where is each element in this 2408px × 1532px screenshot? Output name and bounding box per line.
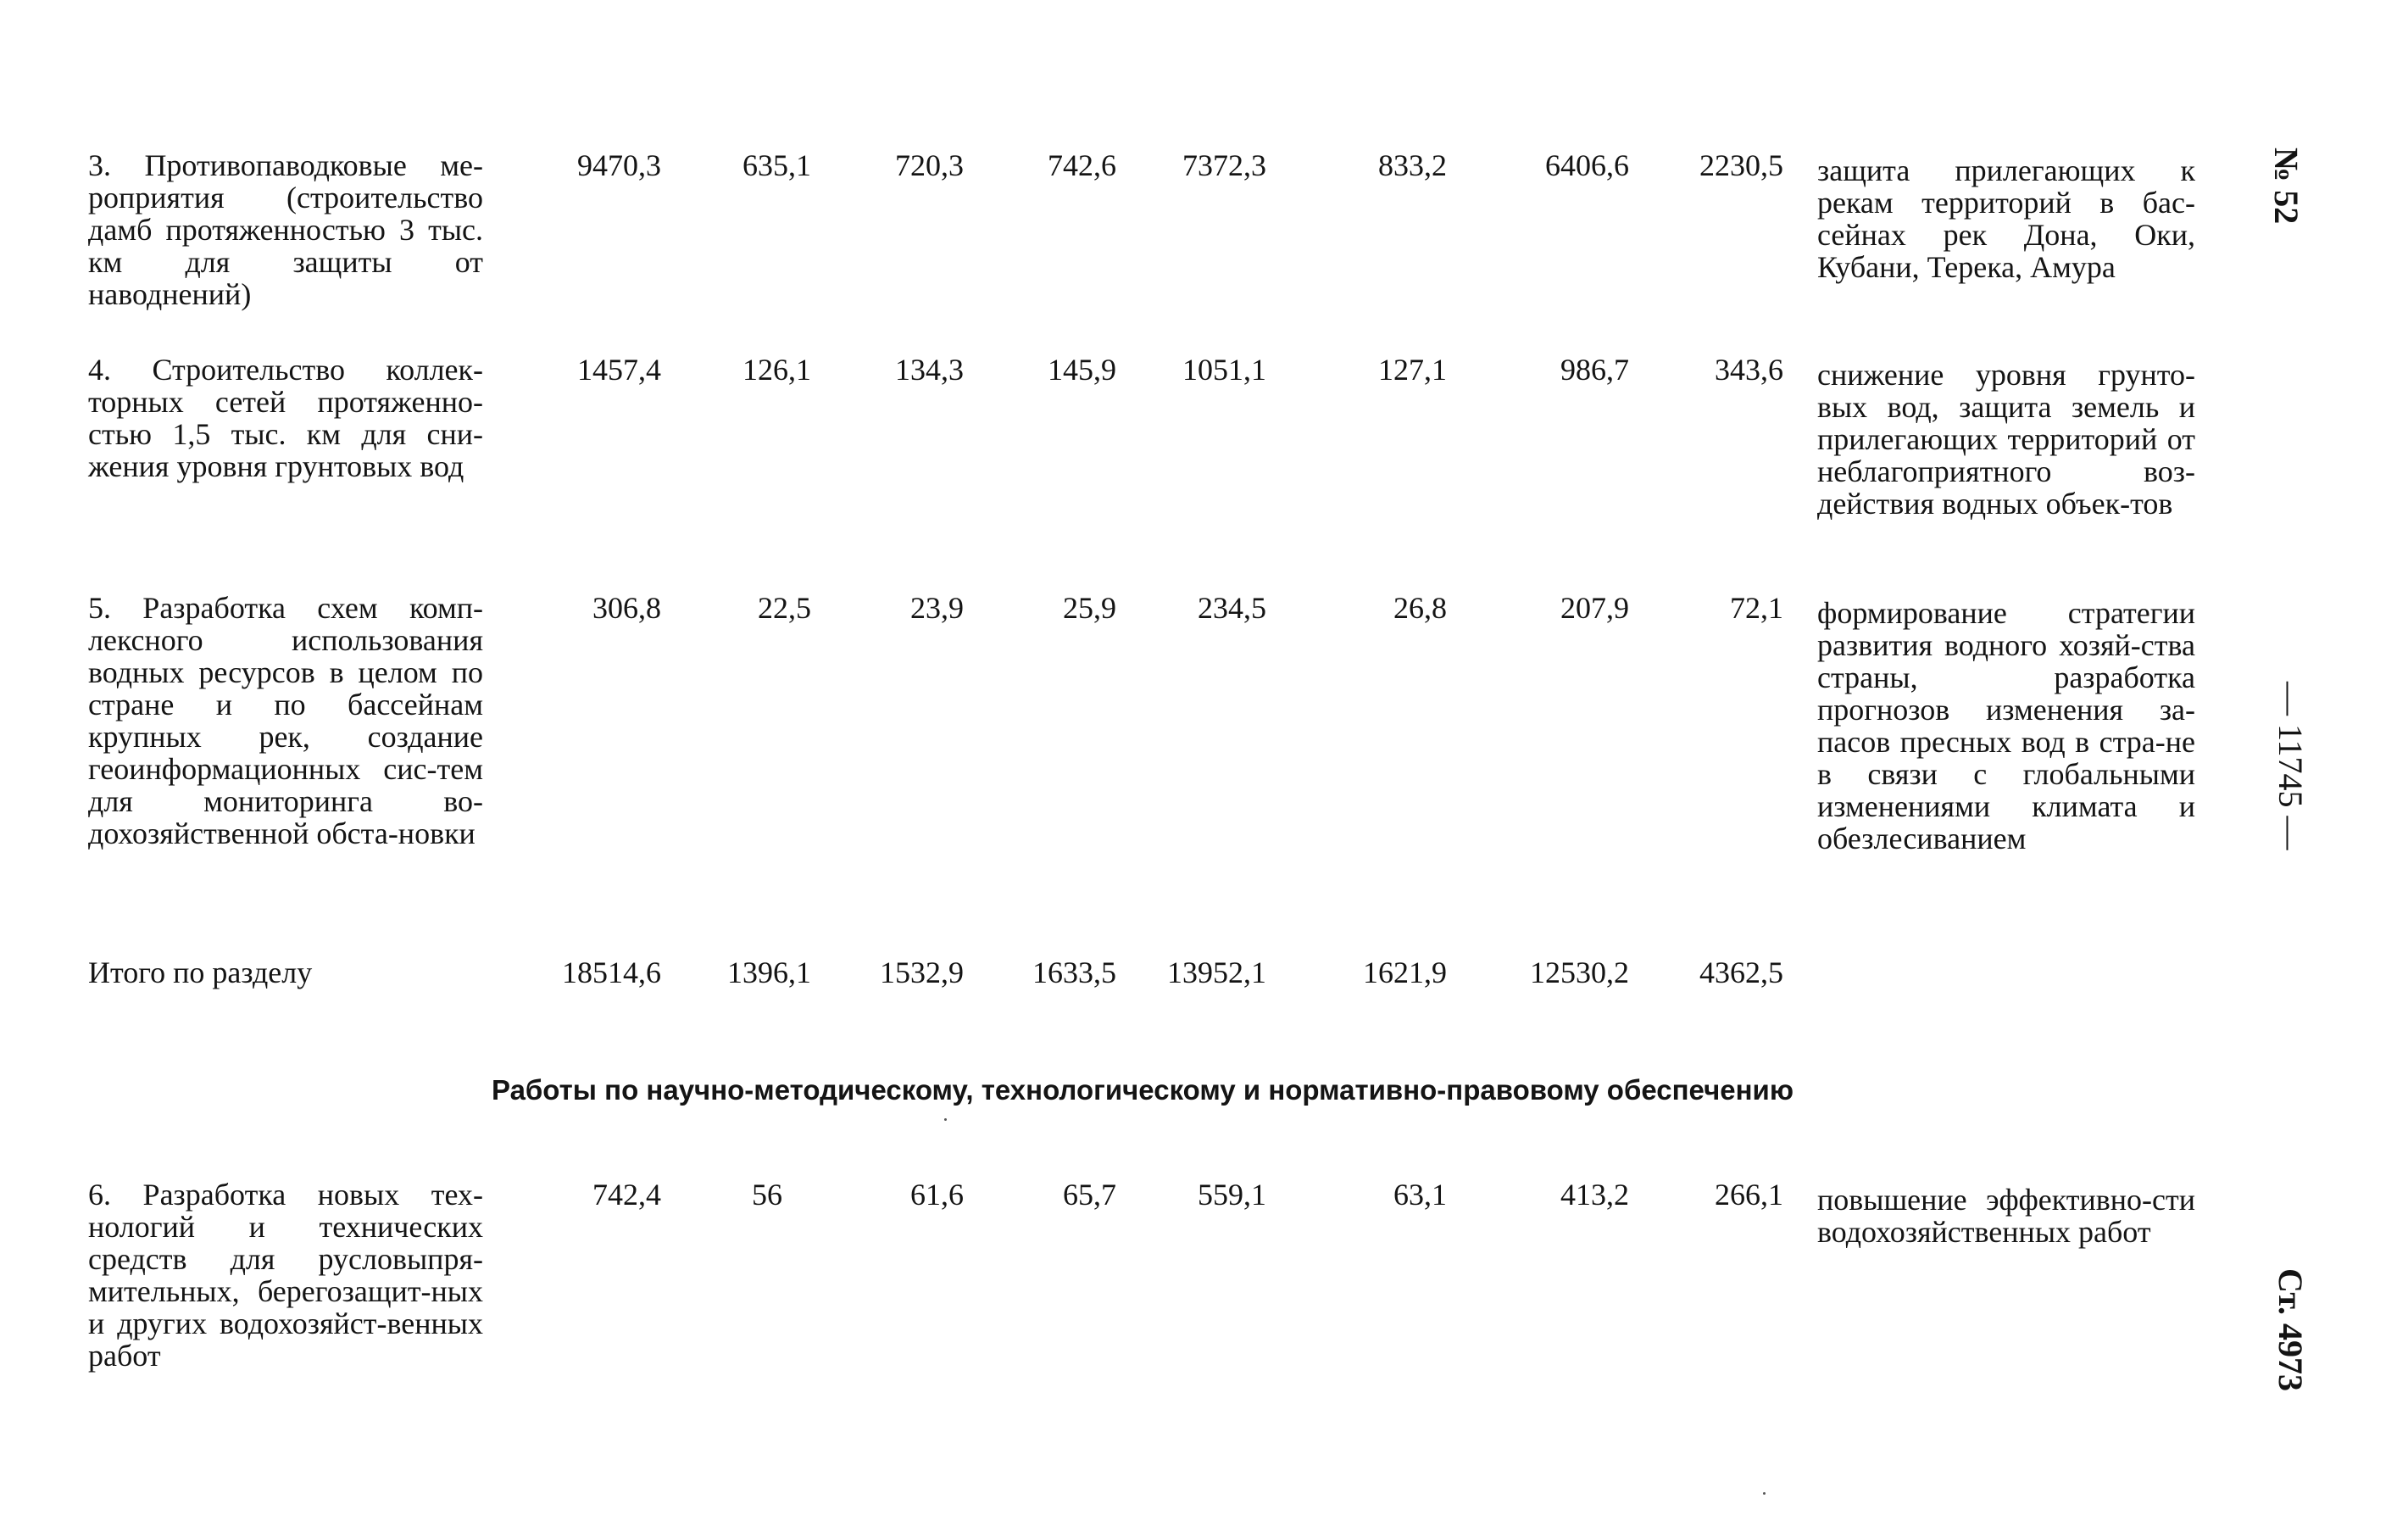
value-col-6: 833,2 [1378,148,1447,182]
value-total: 18514,6 [562,955,661,989]
value-col-8: 266,1 [1715,1178,1783,1212]
value-col-3: 134,3 [895,353,964,387]
value-col-2: 22,5 [758,591,811,625]
value-col-6: 1621,9 [1363,955,1447,989]
issue-number: № 52 [2267,148,2305,225]
value-col-5: 1051,1 [1182,353,1266,387]
value-col-4: 65,7 [1063,1178,1116,1212]
value-col-7: 986,7 [1560,353,1629,387]
row-description: 3. Противопаводковые ме-роприятия (строительство дамб протяженностью 3 тыс. км для защиты от наводнений) [88,148,483,311]
value-col-5: 559,1 [1198,1178,1266,1212]
value-col-2: 126,1 [742,353,811,387]
value-col-3: 61,6 [910,1178,964,1212]
value-col-6: 127,1 [1378,353,1447,387]
value-col-4: 1633,5 [1032,955,1116,989]
row-result: повышение эффективно-сти водохозяйственных работ [1817,1183,2195,1249]
scan-speck [1763,1492,1766,1495]
value-col-8: 72,1 [1730,591,1783,625]
row-result: снижение уровня грунто-вых вод, защита земель и прилегающих территорий от неблагоприятного воз-действия водных объек-тов [1817,358,2195,521]
value-col-4: 145,9 [1048,353,1116,387]
value-col-8: 4362,5 [1699,955,1783,989]
value-col-7: 12530,2 [1530,955,1629,989]
value-col-4: 25,9 [1063,591,1116,625]
article-number: Ст. 4973 [2272,1268,2310,1391]
value-col-8: 2230,5 [1699,148,1783,182]
value-col-7: 413,2 [1560,1178,1629,1212]
value-col-3: 23,9 [910,591,964,625]
row-result: формирование стратегии развития водного хозяй-ства страны, разработка прогнозов изменения за-пасов пресных вод в стра-не в связи с глобальными изменениями климата и обезлесиванием [1817,596,2195,855]
page-number: — 11745 — [2272,682,2310,850]
value-col-2: 56 [752,1178,782,1212]
value-col-6: 26,8 [1393,591,1447,625]
row-result: защита прилегающих к рекам территорий в бас-сейнах рек Дона, Оки, Кубани, Терека, Амура [1817,153,2195,284]
value-total: 1457,4 [577,353,661,387]
value-col-5: 7372,3 [1182,148,1266,182]
row-description: 5. Разработка схем комп-лексного использования водных ресурсов в целом по стране и по бассейнам крупных рек, создание геоинформационных сис-тем для мониторинга во-дохозяйственной обста-новки [88,591,483,850]
section-heading: Работы по научно-методическому, технологическому и нормативно-правовому обеспечению [492,1074,1793,1106]
value-col-5: 234,5 [1198,591,1266,625]
value-total: 742,4 [592,1178,661,1212]
value-col-4: 742,6 [1048,148,1116,182]
value-total: 9470,3 [577,148,661,182]
value-total: 306,8 [592,591,661,625]
value-col-7: 207,9 [1560,591,1629,625]
row-description: 4. Строительство коллек-торных сетей протяженно-стью 1,5 тыс. км для сни-жения уровня грунтовых вод [88,353,483,483]
value-col-2: 1396,1 [727,955,811,989]
scan-speck [944,1118,947,1121]
value-col-5: 13952,1 [1167,955,1266,989]
value-col-7: 6406,6 [1545,148,1629,182]
total-label: Итого по разделу [88,955,313,989]
value-col-8: 343,6 [1715,353,1783,387]
value-col-6: 63,1 [1393,1178,1447,1212]
value-col-3: 720,3 [895,148,964,182]
value-col-3: 1532,9 [880,955,964,989]
row-description: 6. Разработка новых тех-нологий и технических средств для русловыпря-мительных, берегозащит-ных и других водохозяйст-венных работ [88,1178,483,1373]
value-col-2: 635,1 [742,148,811,182]
